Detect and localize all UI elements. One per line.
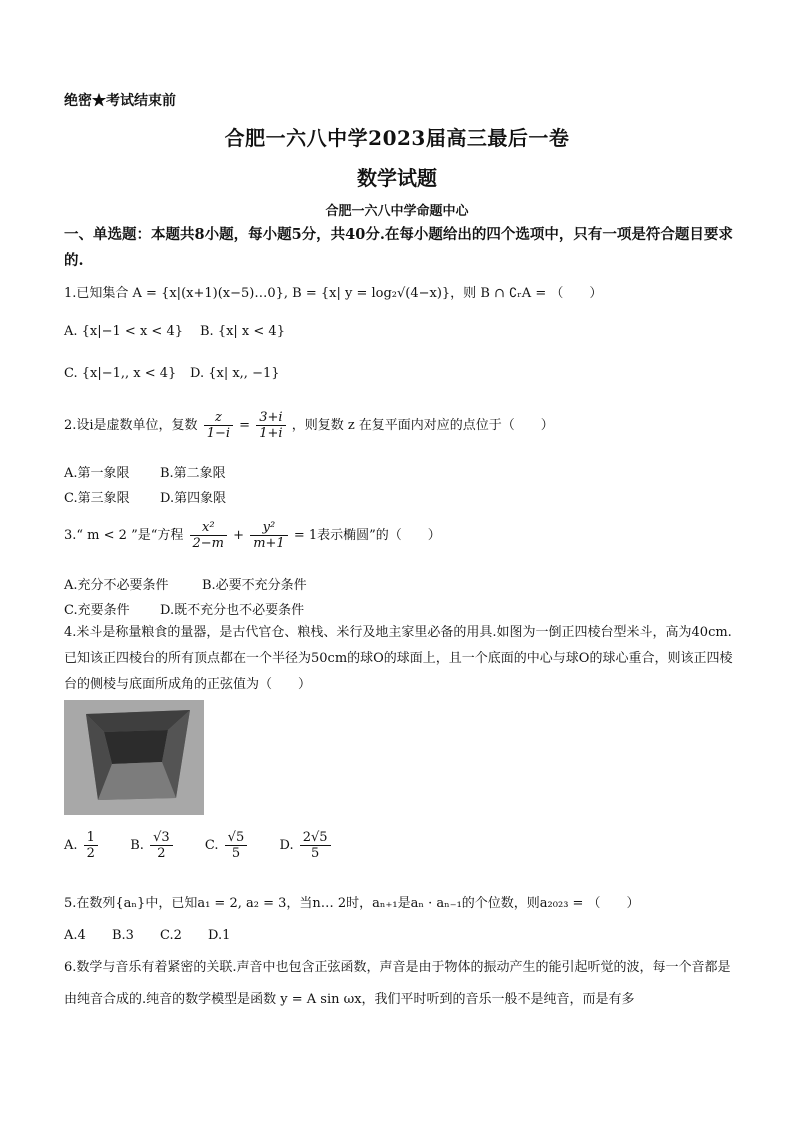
fraction-denominator: 5: [311, 846, 320, 861]
question-4-text: 4.米斗是称量粮食的量器，是古代官仓、粮栈、米行及地主家里必备的用具.如图为一倒正四棱台型米斗，高为40cm.已知该正四棱台的所有顶点都在一个半径为50cm的球O的球面上，且一个底面的中心与球O的球心重合，则该正四棱台的侧棱与底面所成角的正弦值为（ ）: [64, 625, 733, 692]
confidential-label: 绝密★考试结束前: [64, 93, 176, 109]
question-6-text: 6.数学与音乐有着紧密的关联.声音中也包含正弦函数，声音是由于物体的振动产生的能引起听觉的波，每一个音都是由纯音合成的.纯音的数学模型是函数 y = A sin ωx，我们平时听到的音乐一般不是纯音，而是有多: [64, 960, 731, 1007]
fraction-denominator: 2: [86, 846, 95, 861]
question-2-stem-start: 2.设i是虚数单位，复数: [64, 418, 198, 433]
question-2-fraction-left: [204, 410, 233, 441]
fraction-denominator: 2: [157, 846, 166, 861]
plus-sign: +: [233, 528, 245, 543]
fraction-denominator: m+1: [253, 536, 285, 551]
section-heading: 一、单选题：本题共8小题，每小题5分，共40分.在每小题给出的四个选项中，只有一项是符合题目要求的.: [64, 226, 733, 269]
equals-sign: =: [239, 418, 251, 433]
question-2-option-a: A.第一象限: [64, 466, 130, 481]
question-2-fraction-right: [256, 410, 285, 441]
question-3-fraction-y: [250, 520, 288, 551]
rice-measure-photo: [64, 700, 204, 815]
question-4-option-a-label: A.: [64, 838, 78, 853]
exam-subtitle: 数学试题: [357, 166, 437, 190]
fraction-denominator: 5: [231, 846, 241, 861]
question-4-option-a-fraction: [84, 830, 98, 861]
fraction-numerator: x²: [190, 520, 228, 536]
question-3-option-a: A.充分不必要条件: [64, 578, 169, 593]
fraction-numerator: √5: [225, 830, 248, 846]
question-4-option-d-label: D.: [279, 838, 294, 853]
question-5-option-a: A.4: [64, 928, 86, 943]
fraction-numerator: 1: [84, 830, 98, 846]
fraction-denominator: 2−m: [192, 536, 225, 551]
question-1-option-d: D. {x| x,, −1}: [190, 366, 280, 381]
rice-measure-image: [64, 700, 204, 815]
question-3-option-c: C.充要条件: [64, 603, 130, 618]
question-2-option-c: C.第三象限: [64, 491, 130, 506]
fraction-numerator: z: [204, 410, 233, 426]
question-5-option-c: C.2: [160, 928, 182, 943]
question-3-stem: [64, 520, 441, 551]
fraction-denominator: 1−i: [206, 426, 231, 441]
question-1-stem: 1.已知集合 A = {x|(x+1)(x−5)…0}, B = {x| y = log₂√(4−x)}，则 B ∩ ∁ᵣA = （ ）: [64, 286, 603, 301]
question-4-options: [64, 830, 333, 861]
question-5-option-d: D.1: [208, 928, 231, 943]
question-3-option-b: B.必要不充分条件: [202, 578, 307, 593]
question-5-option-b: B.3: [112, 928, 134, 943]
question-5-stem: 5.在数列{aₙ}中，已知a₁ = 2, a₂ = 3，当n… 2时，aₙ₊₁是aₙ · aₙ₋₁的个位数，则a₂₀₂₃ = （ ）: [64, 896, 640, 911]
exam-title: 合肥一六八中学2023届高三最后一卷: [224, 126, 570, 150]
fraction-numerator: 3+i: [256, 410, 285, 426]
fraction-numerator: y²: [250, 520, 288, 536]
question-2-stem: [64, 410, 554, 441]
fraction-numerator: 2√5: [300, 830, 331, 846]
question-4-option-b-fraction: [150, 830, 173, 861]
question-2-option-d: D.第四象限: [160, 491, 227, 506]
question-1-option-b: B. {x| x < 4}: [200, 324, 285, 339]
question-3-option-d: D.既不充分也不必要条件: [160, 603, 305, 618]
question-4-option-c-label: C.: [204, 838, 219, 853]
question-4-option-c-fraction: [225, 830, 248, 861]
fraction-numerator: √3: [150, 830, 173, 846]
question-2-stem-end: ，则复数 z 在复平面内对应的点位于（ ）: [291, 418, 554, 433]
question-3-fraction-x: [190, 520, 228, 551]
exam-organizer: 合肥一六八中学命题中心: [325, 204, 469, 219]
fraction-denominator: 1+i: [259, 426, 283, 441]
question-2-option-b: B.第二象限: [160, 466, 226, 481]
question-3-stem-end: = 1表示椭圆”的（ ）: [293, 528, 441, 543]
question-1-option-c: C. {x|−1,, x < 4}: [64, 366, 177, 381]
question-4-option-d-fraction: [300, 830, 331, 861]
question-3-stem-start: 3.“ m < 2 ”是“方程: [64, 528, 184, 543]
question-4-option-b-label: B.: [130, 838, 144, 853]
question-1-option-a: A. {x|−1 < x < 4}: [64, 324, 183, 339]
